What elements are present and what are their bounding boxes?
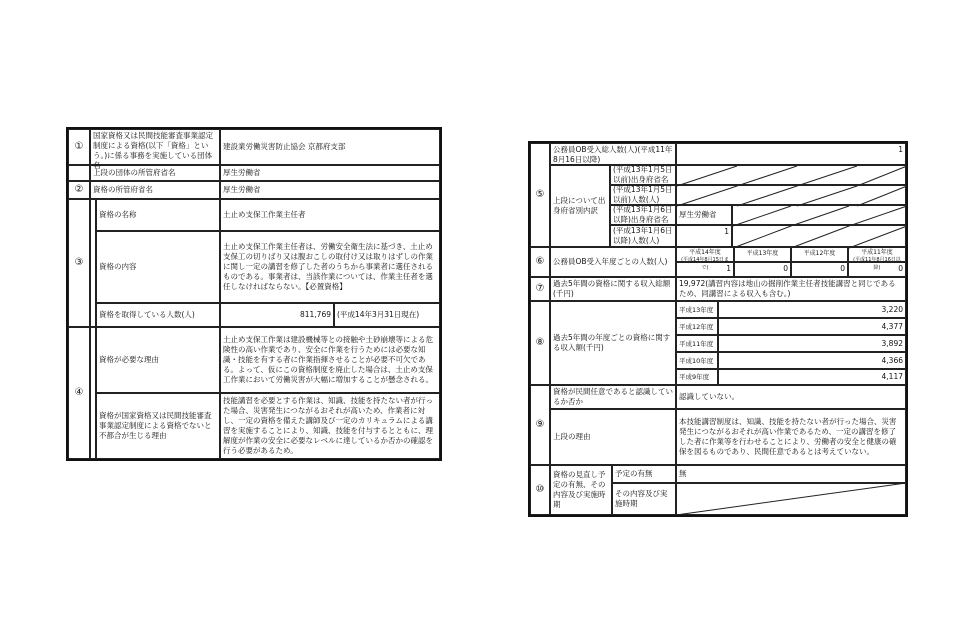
ob-year-4-sub: (平成11年8月16日以降) [853, 257, 901, 271]
ob-year-1-value: 1 [676, 262, 734, 277]
org-ministry-label: 上段の団体の所管府省名 [90, 165, 220, 181]
qualification-content-label: 資格の内容 [96, 231, 220, 303]
ob-year-4 [848, 247, 906, 271]
ob-row-label-2: (平成13年1月5日以前)人数(人) [610, 185, 676, 205]
plan-detail-label: その内容及び実施時期 [612, 483, 676, 515]
org-ministry-value: 厚生労働省 [220, 165, 440, 181]
ob-row-4-blank [732, 225, 906, 247]
organization-value: 建設業労働災害防止協会 京都府支部 [220, 129, 440, 165]
row-number-3: ③ [68, 199, 90, 327]
qualification-name-label: 資格の名称 [96, 199, 220, 231]
empty-cell-hatch [733, 226, 907, 248]
income-year-label-2: 平成12年度 [676, 318, 718, 335]
ob-year-2-value: 0 [734, 262, 791, 277]
problem-reason-label: 資格が国家資格又は民間技能審査事業認定制度による資格でないと不都合が生じる理由 [96, 393, 220, 459]
holders-count-value: 811,769 [220, 303, 334, 327]
ob-row-label-3: (平成13年1月6日以降)出身府省名 [610, 205, 676, 225]
ob-row-3-blank [732, 205, 906, 225]
right-form-sheet [528, 141, 908, 517]
problem-reason-value: 技能講習を必要とする作業は、知識、技能を持たない者が行った場合、災害発生につながるおそれが高いため、作業者に対し、一定の資格を備えた講師及び一定のカリキュラムによる講習を実施することにより、知識、技能を付与するとともに、理解度が作業の安全に必要なレベルに達しているか否かの確認を行う必要があるため。 [220, 393, 440, 459]
income-year-label-4: 平成10年度 [676, 352, 718, 369]
plan-exists-value: 無 [676, 465, 906, 483]
qualification-content-value: 土止め支保工作業主任者は、労働安全衛生法に基づき、土止め支保工の切りばり又は腹おこしの取付け又は取りはずしの作業に関し一定の講習を修了した者のうちから事業者に選任されるものである。事業者は、当該作業については、作業主任者を選任しなければならない。【必置資格】 [220, 231, 440, 303]
income-year-label-5: 平成9年度 [676, 369, 718, 385]
row-number-7: ⑦ [530, 277, 550, 301]
income-year-label-1: 平成13年度 [676, 301, 718, 318]
qualification-ministry-label: 資格の所管府省名 [90, 181, 220, 199]
income-year-value-3: 3,892 [718, 335, 906, 352]
ob-year-4-label: 平成11年度 [861, 249, 893, 256]
holders-count-note: (平成14年3月31日現在) [334, 303, 440, 327]
row-number-10: ⑩ [530, 465, 550, 515]
row-number-9: ⑨ [530, 385, 550, 465]
left-form-sheet [66, 127, 442, 461]
ob-row-value-1 [676, 165, 906, 185]
recognition-reason-value: 本技能講習制度は、知識、技能を持たない者が行った場合、災害発生につながるおそれが高い作業であるため、一定の講習を修了した者に作業等を行わせることにより、労働者の安全と健康の確保を図るものであり、民間任意であるとは考えていない。 [676, 409, 906, 465]
row-number-6: ⑥ [530, 247, 550, 277]
ob-year-1-sub: (平成14年8月15日まで) [681, 257, 729, 271]
income-year-value-5: 4,117 [718, 369, 906, 385]
ob-total-value: 1 [676, 143, 906, 165]
holders-count-label: 資格を取得している人数(人) [96, 303, 220, 327]
recognition-reason-label: 上段の理由 [550, 409, 676, 465]
row-number-4: ④ [68, 327, 90, 459]
row-number-2: ② [68, 181, 90, 199]
ob-row-value-4: 1 [676, 225, 732, 247]
row-number-1: ① [68, 129, 90, 165]
ob-row-label-1: (平成13年1月5日以前)出身府省名 [610, 165, 676, 185]
plan-detail-value [676, 483, 906, 515]
ob-row-value-3: 厚生労働省 [676, 205, 732, 225]
need-reason-label: 資格が必要な理由 [96, 327, 220, 393]
row-number-5: ⑤ [530, 143, 550, 247]
plan-exists-label: 予定の有無 [612, 465, 676, 483]
ob-year-3: 平成12年度 [791, 247, 848, 262]
row-number-8: ⑧ [530, 301, 550, 385]
review-plan-label: 資格の見直し予定の有無、その内容及び実施時期 [550, 465, 612, 515]
income-year-value-2: 4,377 [718, 318, 906, 335]
row-number-1b [68, 165, 90, 181]
income-year-value-4: 4,366 [718, 352, 906, 369]
ob-year-1 [676, 247, 734, 271]
income-total-value: 19,972(講習内容は地山の掘削作業主任者技能講習と同じであるため、同講習による収入も含む。) [676, 277, 906, 301]
ob-total-label: 公務員OB受入総人数(人)(平成11年8月16日以降) [550, 143, 676, 165]
ob-year-3-value: 0 [791, 262, 848, 277]
ob-row-label-4: (平成13年1月6日以降)人数(人) [610, 225, 676, 247]
ob-year-4-value: 0 [848, 262, 906, 277]
empty-cell-hatch [677, 186, 907, 206]
ob-row-value-2 [676, 185, 906, 205]
ob-breakdown-label: 上段について出身府省別内訳 [550, 165, 610, 247]
income-yearly-label: 過去5年間の年度ごとの資格に関する収入額(千円) [550, 301, 676, 385]
private-recognition-value: 認識していない。 [676, 385, 906, 409]
empty-cell-hatch [677, 166, 907, 186]
income-total-label: 過去5年間の資格に関する収入総額(千円) [550, 277, 676, 301]
empty-cell-hatch [733, 206, 907, 226]
ob-year-2: 平成13年度 [734, 247, 791, 262]
income-year-label-3: 平成11年度 [676, 335, 718, 352]
income-year-value-1: 3,220 [718, 301, 906, 318]
organization-label: 国家資格又は民間技能審査事業認定制度による資格(以下「資格」という。)に係る事務を実施している団体名 [90, 129, 220, 165]
ob-yearly-label: 公務員OB受入年度ごとの人数(人) [550, 247, 676, 277]
qualification-ministry-value: 厚生労働省 [220, 181, 440, 199]
ob-year-1-label: 平成14年度 [689, 249, 721, 256]
private-recognition-label: 資格が民間任意であると認識しているか否か [550, 385, 676, 409]
qualification-name-value: 土止め支保工作業主任者 [220, 199, 440, 231]
need-reason-value: 土止め支保工作業は建設機械等との接触や土砂崩壊等による危険性の高い作業であり、安全に作業を行うためには必要な知識・技能を有する者に作業指揮させることが必要不可欠である。よって、仮にこの資格制度を廃止した場合は、土止め支保工作業において労働災害が大幅に増加することが懸念される。 [220, 327, 440, 393]
